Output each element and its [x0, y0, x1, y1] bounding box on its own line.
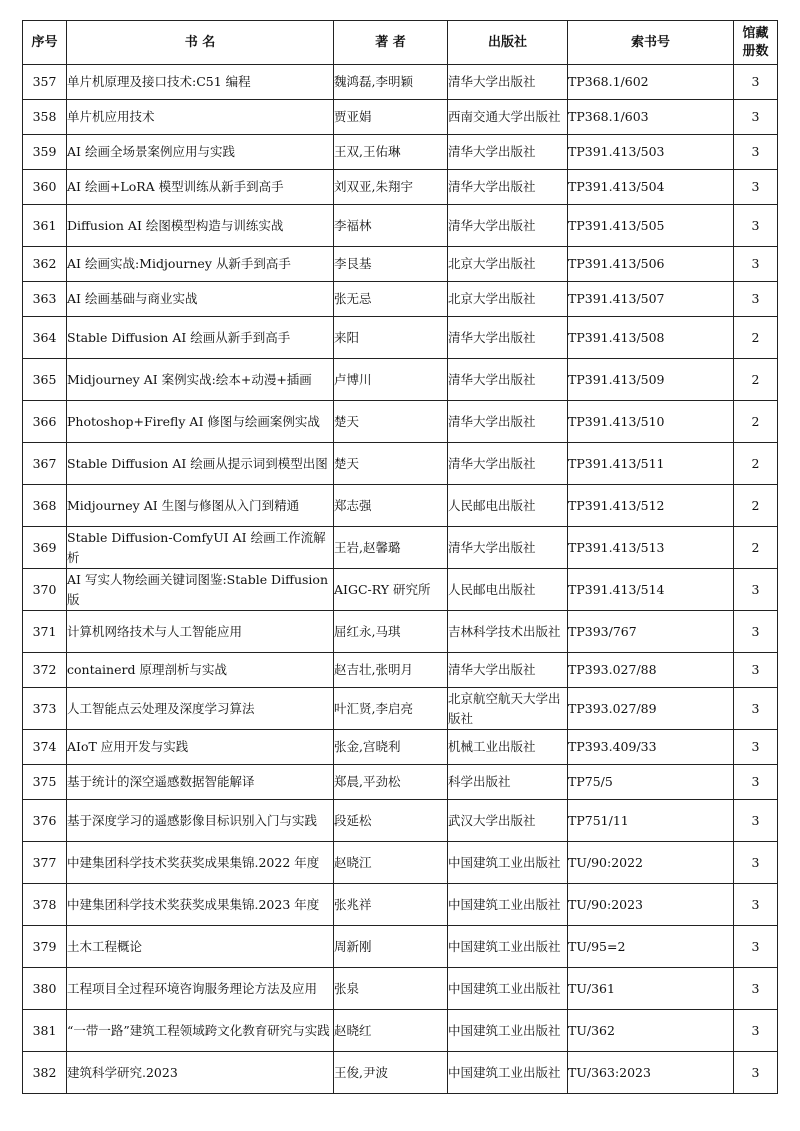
book-title: AI 绘画基础与商业实战	[67, 282, 334, 317]
book-publisher: 人民邮电出版社	[448, 485, 568, 527]
table-row	[23, 1052, 778, 1094]
table-row	[23, 1010, 778, 1052]
table-row	[23, 653, 778, 688]
book-title: Diffusion AI 绘图模型构造与训练实战	[67, 205, 334, 247]
table-row	[23, 527, 778, 569]
row-number: 360	[23, 170, 67, 205]
book-call-number: TP391.413/506	[568, 247, 734, 282]
row-number: 373	[23, 688, 67, 730]
header-copies-line2: 册数	[742, 43, 769, 59]
book-publisher: 清华大学出版社	[448, 527, 568, 569]
row-number: 359	[23, 135, 67, 170]
book-author: 李福林	[334, 205, 448, 247]
book-call-number: TP391.413/508	[568, 317, 734, 359]
book-author: 叶汇贤,李启亮	[334, 688, 448, 730]
book-author: 张金,宫晓利	[334, 730, 448, 765]
book-publisher: 清华大学出版社	[448, 443, 568, 485]
book-publisher: 北京大学出版社	[448, 247, 568, 282]
table-row	[23, 730, 778, 765]
table-row	[23, 135, 778, 170]
book-call-number: TP391.413/503	[568, 135, 734, 170]
book-author: 屈红永,马琪	[334, 611, 448, 653]
book-author: 周新刚	[334, 926, 448, 968]
book-publisher: 北京大学出版社	[448, 282, 568, 317]
book-author: 张兆祥	[334, 884, 448, 926]
table-row	[23, 842, 778, 884]
row-number: 366	[23, 401, 67, 443]
row-number: 372	[23, 653, 67, 688]
book-title: 建筑科学研究.2023	[67, 1052, 334, 1094]
book-title: 单片机原理及接口技术:C51 编程	[67, 65, 334, 100]
table-row	[23, 800, 778, 842]
book-call-number: TP391.413/511	[568, 443, 734, 485]
book-publisher: 清华大学出版社	[448, 170, 568, 205]
book-title: Midjourney AI 案例实战:绘本+动漫+插画	[67, 359, 334, 401]
book-author: 王俊,尹波	[334, 1052, 448, 1094]
book-copies: 2	[734, 527, 778, 569]
book-author: 王双,王佑琳	[334, 135, 448, 170]
book-copies: 3	[734, 170, 778, 205]
book-publisher: 清华大学出版社	[448, 359, 568, 401]
book-title: 中建集团科学技术奖获奖成果集锦.2023 年度	[67, 884, 334, 926]
book-author: 郑志强	[334, 485, 448, 527]
book-title: 基于统计的深空遥感数据智能解译	[67, 765, 334, 800]
book-author: 楚天	[334, 443, 448, 485]
row-number: 371	[23, 611, 67, 653]
row-number: 375	[23, 765, 67, 800]
book-title: containerd 原理剖析与实战	[67, 653, 334, 688]
book-publisher: 清华大学出版社	[448, 65, 568, 100]
book-author: 楚天	[334, 401, 448, 443]
header-title: 书 名	[67, 21, 334, 65]
row-number: 378	[23, 884, 67, 926]
book-copies: 3	[734, 65, 778, 100]
book-publisher: 清华大学出版社	[448, 401, 568, 443]
row-number: 381	[23, 1010, 67, 1052]
table-row	[23, 884, 778, 926]
row-number: 376	[23, 800, 67, 842]
row-number: 367	[23, 443, 67, 485]
book-title: 基于深度学习的遥感影像目标识别入门与实践	[67, 800, 334, 842]
book-call-number: TP391.413/509	[568, 359, 734, 401]
book-copies: 3	[734, 926, 778, 968]
book-call-number: TU/363:2023	[568, 1052, 734, 1094]
book-publisher: 中国建筑工业出版社	[448, 968, 568, 1010]
book-call-number: TP391.413/510	[568, 401, 734, 443]
book-publisher: 科学出版社	[448, 765, 568, 800]
book-publisher: 中国建筑工业出版社	[448, 1052, 568, 1094]
table-header-row	[23, 21, 778, 65]
book-author: 魏鸿磊,李明颖	[334, 65, 448, 100]
book-author: 段延松	[334, 800, 448, 842]
row-number: 377	[23, 842, 67, 884]
header-copies-line1: 馆藏	[742, 25, 769, 41]
book-call-number: TP391.413/507	[568, 282, 734, 317]
book-copies: 3	[734, 968, 778, 1010]
book-author: 王岩,赵馨璐	[334, 527, 448, 569]
book-catalog-table	[22, 20, 778, 1094]
book-copies: 2	[734, 401, 778, 443]
book-author: 赵晓江	[334, 842, 448, 884]
book-call-number: TU/90:2022	[568, 842, 734, 884]
book-copies: 3	[734, 247, 778, 282]
book-title: Photoshop+Firefly AI 修图与绘画案例实战	[67, 401, 334, 443]
row-number: 358	[23, 100, 67, 135]
book-copies: 3	[734, 730, 778, 765]
book-title: 中建集团科学技术奖获奖成果集锦.2022 年度	[67, 842, 334, 884]
book-publisher: 人民邮电出版社	[448, 569, 568, 611]
book-publisher: 中国建筑工业出版社	[448, 926, 568, 968]
book-title: “一带一路”建筑工程领域跨文化教育研究与实践	[67, 1010, 334, 1052]
row-number: 365	[23, 359, 67, 401]
book-publisher: 中国建筑工业出版社	[448, 884, 568, 926]
row-number: 380	[23, 968, 67, 1010]
book-title: 单片机应用技术	[67, 100, 334, 135]
book-publisher: 吉林科学技术出版社	[448, 611, 568, 653]
row-number: 361	[23, 205, 67, 247]
table-row	[23, 401, 778, 443]
table-row	[23, 926, 778, 968]
book-call-number: TU/90:2023	[568, 884, 734, 926]
book-publisher: 中国建筑工业出版社	[448, 1010, 568, 1052]
book-copies: 3	[734, 611, 778, 653]
book-call-number: TU/362	[568, 1010, 734, 1052]
book-title: Midjourney AI 生图与修图从入门到精通	[67, 485, 334, 527]
book-title: AI 绘画实战:Midjourney 从新手到高手	[67, 247, 334, 282]
book-call-number: TP393.027/89	[568, 688, 734, 730]
book-title: Stable Diffusion AI 绘画从新手到高手	[67, 317, 334, 359]
book-call-number: TP75/5	[568, 765, 734, 800]
book-publisher: 中国建筑工业出版社	[448, 842, 568, 884]
header-call-number: 索书号	[568, 21, 734, 65]
row-number: 368	[23, 485, 67, 527]
book-copies: 3	[734, 765, 778, 800]
book-title: 土木工程概论	[67, 926, 334, 968]
book-title: 人工智能点云处理及深度学习算法	[67, 688, 334, 730]
header-copies	[734, 21, 778, 65]
book-copies: 3	[734, 135, 778, 170]
book-title: 工程项目全过程环境咨询服务理论方法及应用	[67, 968, 334, 1010]
book-copies: 2	[734, 485, 778, 527]
row-number: 382	[23, 1052, 67, 1094]
book-publisher: 机械工业出版社	[448, 730, 568, 765]
table-row	[23, 485, 778, 527]
book-author: 郑晨,平劲松	[334, 765, 448, 800]
row-number: 357	[23, 65, 67, 100]
book-copies: 3	[734, 800, 778, 842]
book-title: Stable Diffusion-ComfyUI AI 绘画工作流解析	[67, 527, 334, 569]
row-number: 364	[23, 317, 67, 359]
table-row	[23, 359, 778, 401]
book-author: 李艮基	[334, 247, 448, 282]
book-call-number: TP393/767	[568, 611, 734, 653]
book-author: 张无忌	[334, 282, 448, 317]
book-publisher: 西南交通大学出版社	[448, 100, 568, 135]
book-call-number: TP368.1/603	[568, 100, 734, 135]
book-copies: 3	[734, 1010, 778, 1052]
book-copies: 3	[734, 653, 778, 688]
table-row	[23, 100, 778, 135]
book-author: 贾亚娟	[334, 100, 448, 135]
table-row	[23, 569, 778, 611]
book-title: 计算机网络技术与人工智能应用	[67, 611, 334, 653]
table-row	[23, 688, 778, 730]
book-publisher: 清华大学出版社	[448, 205, 568, 247]
table-row	[23, 765, 778, 800]
row-number: 374	[23, 730, 67, 765]
book-author: 来阳	[334, 317, 448, 359]
book-call-number: TU/95=2	[568, 926, 734, 968]
book-publisher: 清华大学出版社	[448, 317, 568, 359]
table-row	[23, 247, 778, 282]
row-number: 370	[23, 569, 67, 611]
table-row	[23, 170, 778, 205]
book-title: AI 绘画+LoRA 模型训练从新手到高手	[67, 170, 334, 205]
book-title: AI 写实人物绘画关键词图鉴:Stable Diffusion 版	[67, 569, 334, 611]
book-author: 卢博川	[334, 359, 448, 401]
table-body	[23, 65, 778, 1094]
book-title: AIoT 应用开发与实践	[67, 730, 334, 765]
book-copies: 2	[734, 317, 778, 359]
book-author: AIGC-RY 研究所	[334, 569, 448, 611]
table-row	[23, 443, 778, 485]
header-author: 著 者	[334, 21, 448, 65]
book-copies: 2	[734, 443, 778, 485]
book-call-number: TP391.413/512	[568, 485, 734, 527]
book-publisher: 北京航空航天大学出版社	[448, 688, 568, 730]
book-copies: 3	[734, 884, 778, 926]
table-row	[23, 205, 778, 247]
book-copies: 3	[734, 842, 778, 884]
book-call-number: TP391.413/505	[568, 205, 734, 247]
book-call-number: TP368.1/602	[568, 65, 734, 100]
book-copies: 3	[734, 688, 778, 730]
book-call-number: TP393.027/88	[568, 653, 734, 688]
book-publisher: 清华大学出版社	[448, 653, 568, 688]
book-publisher: 武汉大学出版社	[448, 800, 568, 842]
book-author: 刘双亚,朱翔宇	[334, 170, 448, 205]
row-number: 362	[23, 247, 67, 282]
book-call-number: TP751/11	[568, 800, 734, 842]
book-title: Stable Diffusion AI 绘画从提示词到模型出图	[67, 443, 334, 485]
book-author: 赵晓红	[334, 1010, 448, 1052]
book-call-number: TU/361	[568, 968, 734, 1010]
book-call-number: TP393.409/33	[568, 730, 734, 765]
table-row	[23, 611, 778, 653]
book-copies: 3	[734, 1052, 778, 1094]
book-author: 张泉	[334, 968, 448, 1010]
table-row	[23, 968, 778, 1010]
book-author: 赵吉壮,张明月	[334, 653, 448, 688]
table-row	[23, 65, 778, 100]
row-number: 379	[23, 926, 67, 968]
book-publisher: 清华大学出版社	[448, 135, 568, 170]
header-no: 序号	[23, 21, 67, 65]
table-row	[23, 282, 778, 317]
book-copies: 3	[734, 100, 778, 135]
book-call-number: TP391.413/504	[568, 170, 734, 205]
book-copies: 3	[734, 569, 778, 611]
book-call-number: TP391.413/513	[568, 527, 734, 569]
book-copies: 2	[734, 359, 778, 401]
book-copies: 3	[734, 205, 778, 247]
row-number: 369	[23, 527, 67, 569]
book-title: AI 绘画全场景案例应用与实践	[67, 135, 334, 170]
book-copies: 3	[734, 282, 778, 317]
book-call-number: TP391.413/514	[568, 569, 734, 611]
row-number: 363	[23, 282, 67, 317]
table-row	[23, 317, 778, 359]
header-publisher: 出版社	[448, 21, 568, 65]
